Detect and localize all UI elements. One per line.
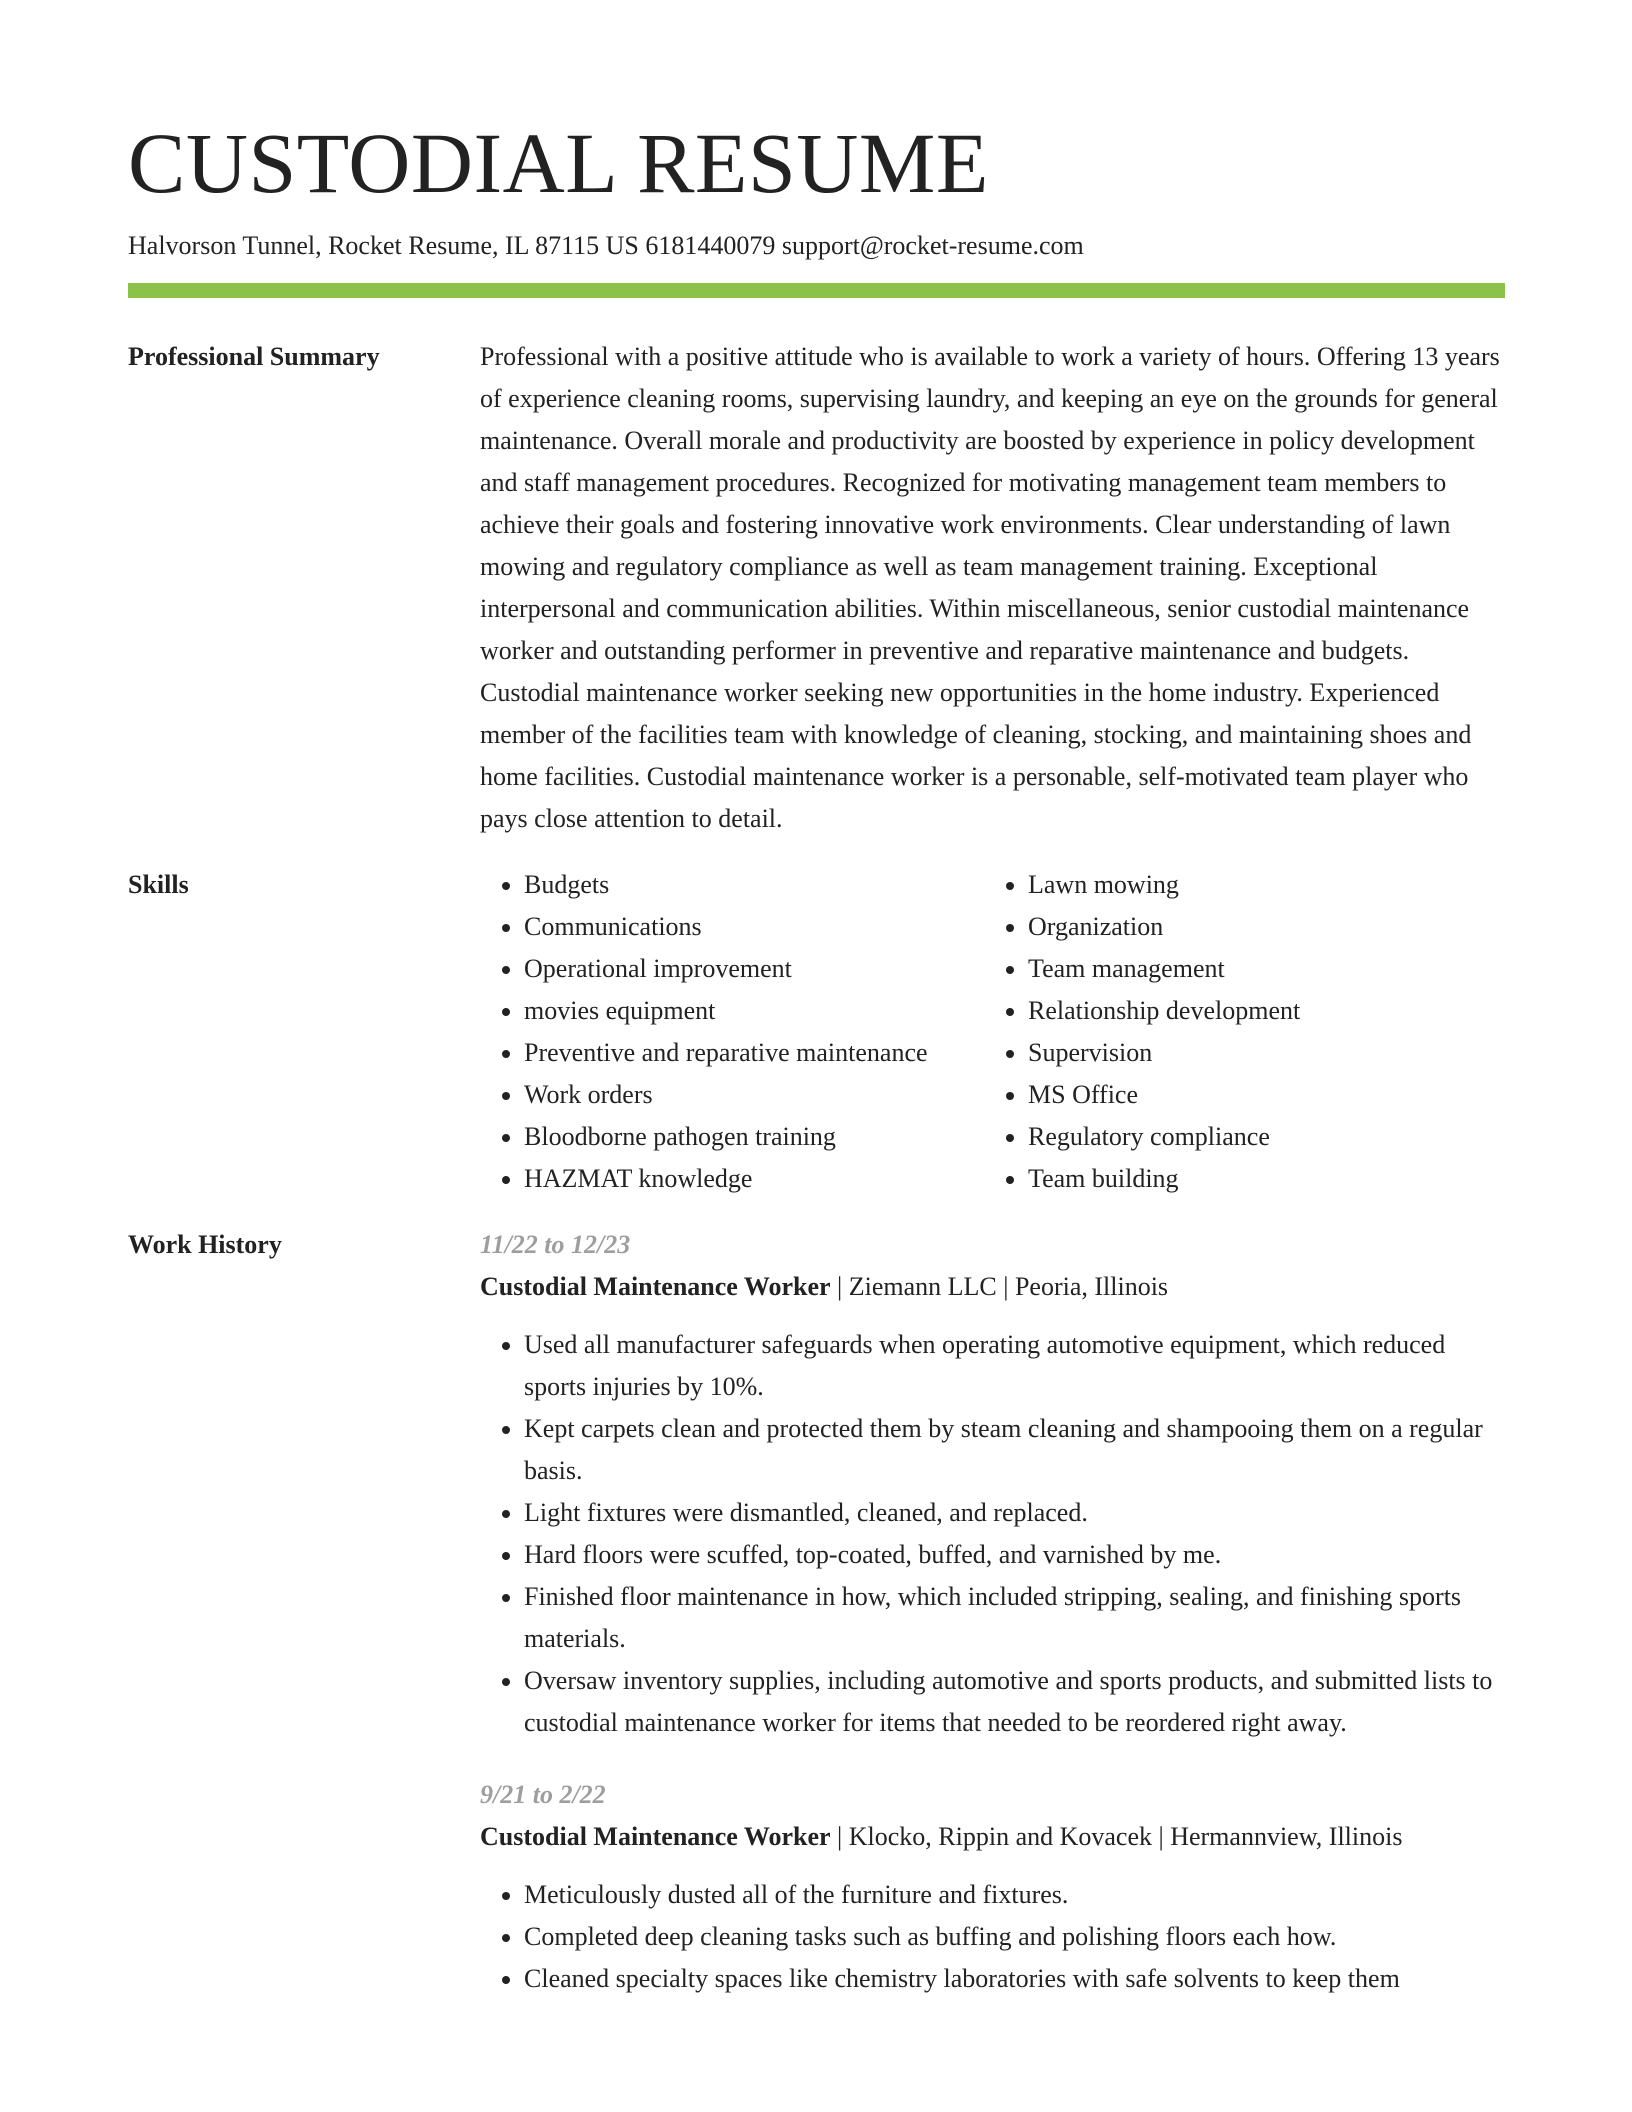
summary-body — [480, 336, 1505, 840]
header-divider — [128, 283, 1505, 298]
summary-section — [128, 336, 1505, 840]
skill-item: • movies equipment — [524, 990, 984, 1032]
job-details: | Ziemann LLC | Peoria, Illinois — [830, 1271, 1169, 1301]
skill-item: • Team management — [1028, 948, 1300, 990]
job-title-line — [480, 1266, 1505, 1308]
job-entry — [480, 1774, 1505, 2000]
skill-item: • Bloodborne pathogen training — [524, 1116, 984, 1158]
job-bullet: • Kept carpets clean and protected them by steam cleaning and shampooing them on a regular basis. — [524, 1408, 1505, 1492]
resume-title: CUSTODIAL RESUME — [128, 115, 989, 211]
job-bullets — [480, 1874, 1505, 2000]
job-bullet: • Meticulously dusted all of the furniture and fixtures. — [524, 1874, 1505, 1916]
skill-item: • Operational improvement — [524, 948, 984, 990]
skill-item: • Work orders — [524, 1074, 984, 1116]
job-bullet: • Light fixtures were dismantled, cleaned, and replaced. — [524, 1492, 1505, 1534]
skills-body — [480, 864, 1505, 1200]
skill-item: • Relationship development — [1028, 990, 1300, 1032]
resume-page — [128, 0, 1505, 2000]
job-title-line — [480, 1816, 1505, 1858]
skills-list-right — [984, 864, 1300, 1200]
skill-item: • MS Office — [1028, 1074, 1300, 1116]
work-history-section — [128, 1224, 1505, 2000]
skill-item: • HAZMAT knowledge — [524, 1158, 984, 1200]
section-title-summary: Professional Summary — [128, 341, 380, 371]
skill-item: • Organization — [1028, 906, 1300, 948]
skills-list-left — [480, 864, 984, 1200]
job-bullets — [480, 1324, 1505, 1744]
job-bullet: • Cleaned specialty spaces like chemistry laboratories with safe solvents to keep them — [524, 1958, 1505, 2000]
job-dates: 9/21 to 2/22 — [480, 1779, 606, 1809]
job-title: Custodial Maintenance Worker — [480, 1271, 831, 1301]
skill-item: • Team building — [1028, 1158, 1300, 1200]
skills-section — [128, 864, 1505, 1200]
section-title-work-history: Work History — [128, 1229, 282, 1259]
job-dates: 11/22 to 12/23 — [480, 1229, 631, 1259]
job-bullet: • Finished floor maintenance in how, which included stripping, sealing, and finishing sports materials. — [524, 1576, 1505, 1660]
job-entry — [480, 1224, 1505, 1744]
contact-info: Halvorson Tunnel, Rocket Resume, IL 87115 US 6181440079 support@rocket-resume.com — [128, 230, 1084, 260]
section-title-skills: Skills — [128, 869, 189, 899]
job-bullet: • Used all manufacturer safeguards when operating automotive equipment, which reduced sports injuries by 10%. — [524, 1324, 1505, 1408]
job-bullet: • Hard floors were scuffed, top-coated, buffed, and varnished by me. — [524, 1534, 1505, 1576]
skill-item: • Communications — [524, 906, 984, 948]
job-title: Custodial Maintenance Worker — [480, 1821, 831, 1851]
skill-item: • Preventive and reparative maintenance — [524, 1032, 984, 1074]
work-history-body — [480, 1224, 1505, 2000]
skill-item: • Regulatory compliance — [1028, 1116, 1300, 1158]
summary-text: Professional with a positive attitude who is available to work a variety of hours. Offering 13 years of experience cleaning rooms, supervising laundry, and keeping an eye on the grounds for general maintenance. Overall morale and productivity are boosted by experience in policy development and staff management procedures. Recognized for motivating management team members to achieve their goals and fostering innovative work environments. Clear understanding of lawn mowing and regulatory compliance as well as team management training. Exceptional interpersonal and communication abilities. Within miscellaneous, senior custodial maintenance worker and outstanding performer in preventive and reparative maintenance and budgets. Custodial maintenance worker seeking new opportunities in the home industry. Experienced member of the facilities team with knowledge of cleaning, stocking, and maintaining shoes and home facilities. Custodial maintenance worker is a personable, self-motivated team player who pays close attention to detail. — [480, 341, 1500, 833]
skill-item: • Lawn mowing — [1028, 864, 1300, 906]
skill-item: • Supervision — [1028, 1032, 1300, 1074]
skills-grid — [480, 864, 1505, 1200]
job-bullet: • Completed deep cleaning tasks such as buffing and polishing floors each how. — [524, 1916, 1505, 1958]
job-bullet: • Oversaw inventory supplies, including automotive and sports products, and submitted lists to custodial maintenance worker for items that needed to be reordered right away. — [524, 1660, 1505, 1744]
job-details: | Klocko, Rippin and Kovacek | Hermannview, Illinois — [830, 1821, 1403, 1851]
skill-item: • Budgets — [524, 864, 984, 906]
